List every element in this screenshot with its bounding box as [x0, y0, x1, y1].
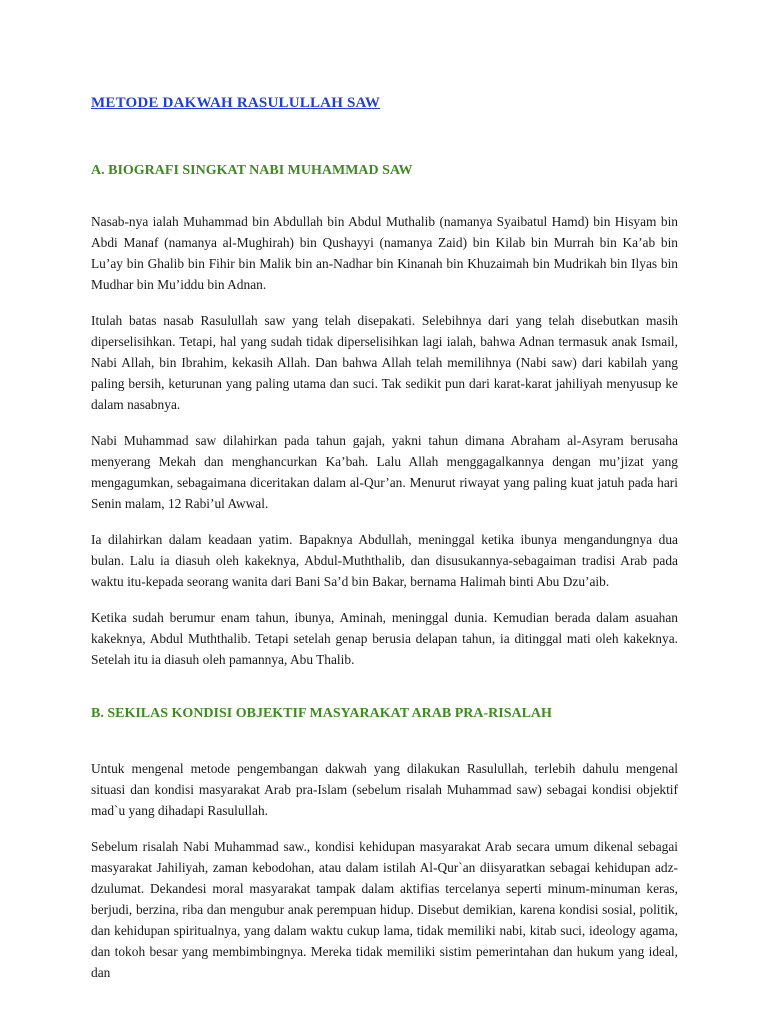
section-a-paragraph-4: Ia dilahirkan dalam keadaan yatim. Bapaknya Abdullah, meninggal ketika ibunya mengandungnya dua bulan. Lalu ia diasuh oleh kakeknya, Abdul-Muththalib, dan disusukannya-sebagaiman tradisi Arab pada waktu itu-kepada seorang wanita dari Bani Sa’d bin Bakar, bernama Halimah binti Abu Dzu’aib.: [91, 532, 678, 589]
section-b-heading: B. SEKILAS KONDISI OBJEKTIF MASYARAKAT ARAB PRA-RISALAH: [91, 706, 552, 721]
section-b-paragraph-2: Sebelum risalah Nabi Muhammad saw., kondisi kehidupan masyarakat Arab secara umum dikenal sebagai masyarakat Jahiliyah, zaman kebodohan, atau dalam istilah Al-Qur`an diisyaratkan sebagai kehidupan adz-dzulumat. Dekandesi moral masyarakat tampak dalam aktifias tercelanya seperti minum-minuman keras, berjudi, berzina, riba dan mengubur anak perempuan hidup. Disebut demikian, karena kondisi sosial, politik, dan kehidupan spiritualnya, yang dalam waktu cukup lama, tidak memiliki nabi, kitab suci, ideology agama, dan tokoh besar yang membimbingnya. Mereka tidak memiliki sistim pemerintahan dan hukum yang ideal, dan: [91, 839, 678, 980]
section-a-paragraph-5: Ketika sudah berumur enam tahun, ibunya, Aminah, meninggal dunia. Kemudian berada dalam asuahan kakeknya, Abdul Muththalib. Tetapi setelah genap berusia delapan tahun, ia ditinggal mati oleh kakeknya. Setelah itu ia diasuh oleh pamannya, Abu Thalib.: [91, 610, 678, 667]
section-a-paragraph-3: Nabi Muhammad saw dilahirkan pada tahun gajah, yakni tahun dimana Abraham al-Asyram berusaha menyerang Mekah dan menghancurkan Ka’bah. Lalu Allah menggagalkannya dengan mu’jizat yang mengagumkan, sebagaimana diceritakan dalam al-Qur’an. Menurut riwayat yang paling kuat jatuh pada hari Senin malam, 12 Rabi’ul Awwal.: [91, 433, 678, 511]
section-a-paragraph-1: Nasab-nya ialah Muhammad bin Abdullah bin Abdul Muthalib (namanya Syaibatul Hamd) bin Hisyam bin Abdi Manaf (namanya al-Mughirah) bin Qushayyi (namanya Zaid) bin Kilab bin Murrah bin Ka’ab bin Lu’ay bin Ghalib bin Fihir bin Malik bin an-Nadhar bin Kinanah bin Khuzaimah bin Mudrikah bin Ilyas bin Mudhar bin Mu’iddu bin Adnan.: [91, 214, 678, 292]
document-title[interactable]: METODE DAKWAH RASULULLAH SAW: [91, 95, 381, 111]
section-b-paragraph-1: Untuk mengenal metode pengembangan dakwah yang dilakukan Rasulullah, terlebih dahulu mengenal situasi dan kondisi masyarakat Arab pra-Islam (sebelum risalah Muhammad saw) sebagai kondisi objektif mad`u yang dihadapi Rasulullah.: [91, 761, 678, 818]
section-a-paragraph-2: Itulah batas nasab Rasulullah saw yang telah disepakati. Selebihnya dari yang telah disebutkan masih diperselisihkan. Tetapi, hal yang sudah tidak diperselisihkan lagi ialah, bahwa Adnan termasuk anak Ismail, Nabi Allah, bin Ibrahim, kekasih Allah. Dan bahwa Allah telah memilihnya (Nabi saw) dari kabilah yang paling bersih, keturunan yang paling utama dan suci. Tak sedikit pun dari karat-karat jahiliyah menyusup ke dalam nasabnya.: [91, 313, 678, 412]
section-a-heading: A. BIOGRAFI SINGKAT NABI MUHAMMAD SAW: [91, 163, 413, 178]
